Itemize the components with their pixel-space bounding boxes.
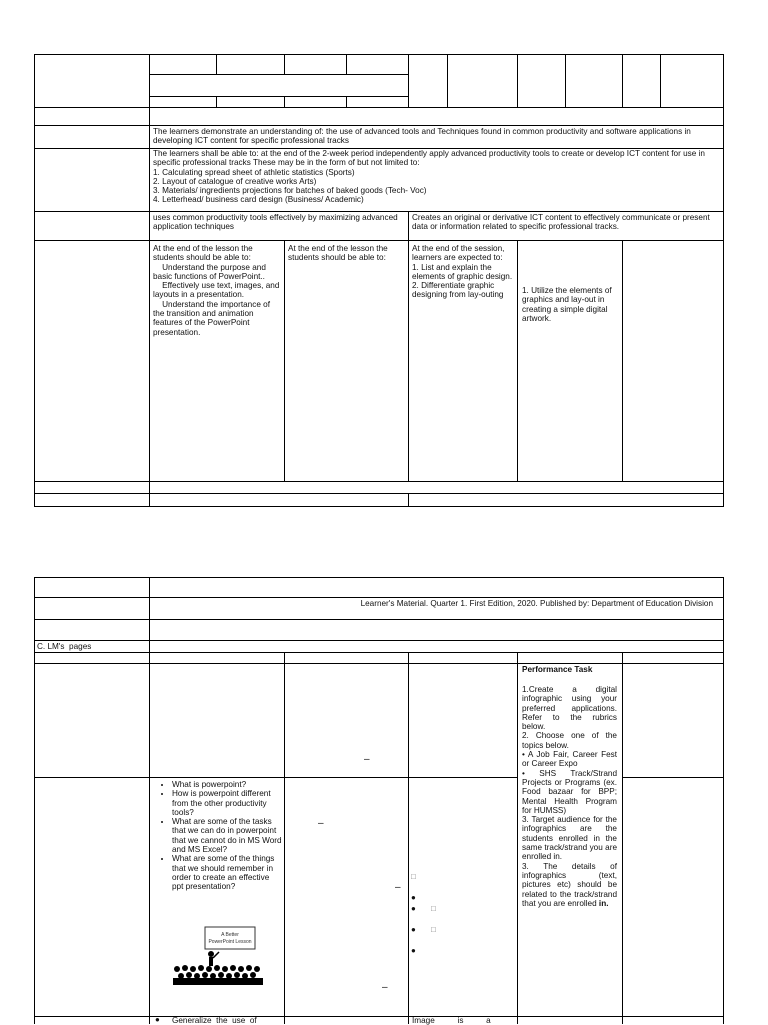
dash-mark: – bbox=[395, 882, 401, 893]
question-item: • How is powerpoint different from the other productivity tools? bbox=[172, 789, 282, 817]
generalize-text: Generalize the use of bbox=[172, 1016, 257, 1025]
performance-task-body bbox=[522, 685, 617, 908]
lm-pages-label: C. LM's pages bbox=[37, 642, 92, 651]
content-standard-text: The learners demonstrate an understanding of: the use of advanced tools and Techniques found in common productivity and software applications in developing ICT content for specific professional tracks bbox=[153, 127, 694, 146]
empty-box-icon: □ bbox=[431, 925, 436, 934]
powerpoint-lesson-cartoon bbox=[171, 926, 267, 988]
cartoon-caption-line-1: A Better bbox=[221, 932, 239, 938]
performance-task-in: in. bbox=[598, 898, 609, 908]
bullet-icon: ● bbox=[411, 904, 416, 913]
competency-left-text: uses common productivity tools effectively by maximizing advanced application techniques bbox=[153, 213, 400, 232]
lm-reference-text: Learner's Material. Quarter 1. First Edition, 2020. Published by: Department of Education Division bbox=[360, 599, 713, 608]
objective-col-2: At the end of the lesson the students should be able to: bbox=[288, 244, 390, 263]
question-item: • What are some of the things that we should remember in order to create an effective ppt presentation? bbox=[172, 854, 282, 891]
objective-col-1: At the end of the lesson the students should be able to: Understand the purpose and basic functions of PowerPoint.. Effectively use text, images, and layouts in a presentation. Understand the importance of the transition and animation features of the PowerPoint presentation. bbox=[153, 244, 280, 337]
performance-task-body-text: 1.Create a digital infographic using your preferred applications. Refer to the rubrics below. 2. Choose one of the topics below. • A Job Fair, Career Fest or Career Expo • SHS Track/Strand Projects or Programs (ex. Food bazaar for BPP; Mental Health Program for HUMSS) 3. Target audience for the infographics are the students enrolled in the same track/strand you are enrolled in. 3. The details of infographics (text, pictures etc) should be related to the track/strand that you are enrolled bbox=[522, 685, 617, 908]
dash-mark: – bbox=[364, 754, 370, 765]
performance-standard-text: The learners shall be able to: at the end of the 2-week period independently apply advanced productivity tools to create or develop ICT content for use in specific professional tracks These may be in the form of but not limited to: 1. Calculating spread sheet of athletic statistics (Sports) 2. Layout of catalogue of creative works Arts) 3. Materials/ ingredients projections for batches of baked goods (Tech- Voc) 4. Letterhead/ business card design (Business/ Academic) bbox=[153, 149, 705, 205]
competency-right-text: Creates an original or derivative ICT content to effectively communicate or present data or information related to specific professional tracks. bbox=[412, 213, 713, 232]
performance-task-title: Performance Task bbox=[522, 665, 593, 674]
cartoon-caption-line-2: PowerPoint Lesson bbox=[208, 939, 252, 945]
question-item: • What are some of the tasks that we can do in powerpoint that we cannot do in MS Word and MS Excel? bbox=[172, 817, 282, 854]
discussion-questions bbox=[155, 780, 282, 892]
bullet-icon: ● bbox=[155, 1015, 160, 1024]
dash-mark: – bbox=[382, 982, 388, 993]
bullet-icon: ● bbox=[411, 893, 416, 902]
objective-col-3: At the end of the session, learners are expected to: 1. List and explain the elements of graphic design. 2. Differentiate graphic designing from lay-outing bbox=[412, 244, 513, 300]
image-text: Image is a bbox=[412, 1016, 491, 1025]
dash-mark: – bbox=[318, 818, 324, 829]
objective-col-4: 1. Utilize the elements of graphics and lay-out in creating a simple digital artwork. bbox=[522, 286, 614, 323]
empty-box-icon: □ bbox=[411, 872, 416, 881]
bullet-icon: ● bbox=[411, 925, 416, 934]
empty-box-icon: □ bbox=[431, 904, 436, 913]
bullet-icon: ● bbox=[411, 946, 416, 955]
question-item: • What is powerpoint? bbox=[172, 780, 282, 789]
